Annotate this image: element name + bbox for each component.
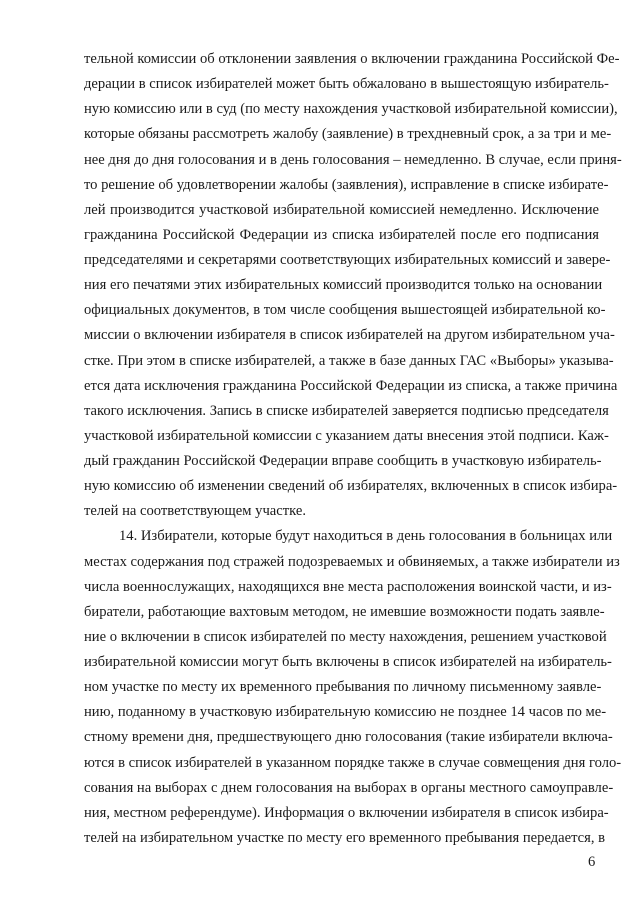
text-line-3: ную комиссию или в суд (по месту нахождения участковой избирательной комиссии), [84, 101, 618, 117]
text-line-1: тельной комиссии об отклонении заявления о включении гражданина Российской Фе- [84, 51, 620, 67]
text-line-22: числа военнослужащих, находящихся вне места расположения воинской части, и из- [84, 579, 612, 595]
text-line-23: биратели, работающие вахтовым методом, не имевшие возможности подать заявле- [84, 604, 605, 620]
text-line-28: стному времени дня, предшествующего дню голосования (такие избиратели включа- [84, 729, 613, 745]
text-line-15: такого исключения. Запись в списке избирателей заверяется подписью председателя [84, 403, 609, 419]
text-line-4: которые обязаны рассмотреть жалобу (заявление) в трехдневный срок, а за три и ме- [84, 126, 612, 142]
page-number: 6 [588, 854, 596, 870]
text-line-14: ется дата исключения гражданина Российской Федерации из списка, а также причина [84, 378, 618, 394]
text-line-24: ние о включении в список избирателей по месту нахождения, решением участковой [84, 629, 607, 645]
text-line-8: гражданина Российской Федерации из списка избирателей после его подписания [84, 227, 599, 243]
text-line-16: участковой избирательной комиссии с указанием даты внесения этой подписи. Каж- [84, 428, 609, 444]
text-line-20: 14. Избиратели, которые будут находиться в день голосования в больницах или [119, 528, 613, 544]
text-line-6: то решение об удовлетворении жалобы (заявления), исправление в списке избирате- [84, 177, 609, 193]
text-line-27: нию, поданному в участковую избирательную комиссию не позднее 14 часов по ме- [84, 704, 607, 720]
text-line-21: местах содержания под стражей подозреваемых и обвиняемых, а также избиратели из [84, 554, 620, 570]
text-line-19: телей на соответствующем участке. [84, 503, 306, 519]
text-line-30: сования на выборах с днем голосования на выборах в органы местного самоуправле- [84, 780, 614, 796]
text-line-12: миссии о включении избирателя в список избирателей на другом избирательном уча- [84, 327, 615, 343]
text-line-5: нее дня до дня голосования и в день голосования – немедленно. В случае, если приня- [84, 152, 622, 168]
text-line-9: председателями и секретарями соответствующих избирательных комиссий и завере- [84, 252, 611, 268]
text-line-11: официальных документов, в том числе сообщения вышестоящей избирательной ко- [84, 302, 606, 318]
text-line-2: дерации в список избирателей может быть обжаловано в вышестоящую избиратель- [84, 76, 609, 92]
text-line-26: ном участке по месту их временного пребывания по личному письменному заявле- [84, 679, 602, 695]
text-line-7: лей производится участковой избирательной комиссией немедленно. Исключение [84, 202, 599, 218]
text-line-17: дый гражданин Российской Федерации вправе сообщить в участковую избиратель- [84, 453, 602, 469]
text-line-32: телей на избирательном участке по месту его временного пребывания передается, в [84, 830, 606, 846]
text-line-13: стке. При этом в списке избирателей, а также в базе данных ГАС «Выборы» указыва- [84, 353, 614, 369]
text-line-18: ную комиссию об изменении сведений об избирателях, включенных в список избира- [84, 478, 618, 494]
text-line-10: ния его печатями этих избирательных комиссий производится только на основании [84, 277, 603, 293]
text-line-29: ются в список избирателей в указанном порядке также в случае совмещения дня голо- [84, 755, 622, 771]
text-line-31: ния, местном референдуме). Информация о включении избирателя в список избира- [84, 805, 609, 821]
text-line-25: избирательной комиссии могут быть включены в список избирателей на избиратель- [84, 654, 612, 670]
